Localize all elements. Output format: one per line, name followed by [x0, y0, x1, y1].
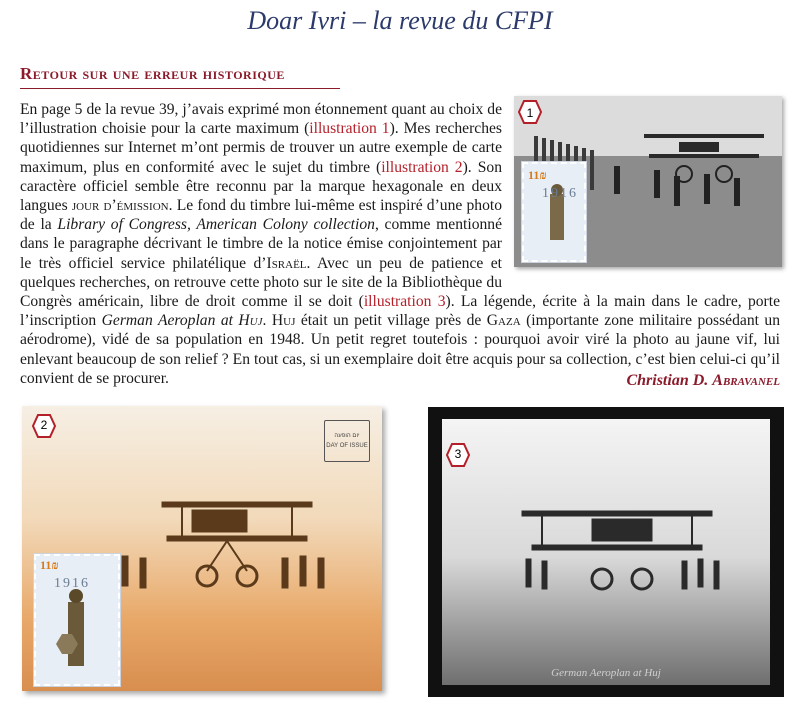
day-of-issue-english: DAY OF ISSUE [326, 443, 368, 449]
article-text: . [262, 312, 272, 330]
illustration-1 [514, 96, 782, 267]
stamp-value: 11₪ [528, 168, 547, 182]
illustration-2-stamp [34, 554, 120, 686]
article-text: ). Son caractère officiel semble être reconnu par la marque hexagonale en deux langues [20, 158, 502, 215]
article-text-smallcaps: Huj [271, 312, 296, 330]
illustration-2 [22, 406, 382, 691]
day-of-issue-hebrew: יום הופעה [334, 433, 360, 439]
article-text: . Le fond du timbre lui-même est inspiré d’une photo de la [20, 197, 502, 234]
author-last-name: Abravanel [712, 372, 780, 389]
illustration-3-photo [442, 419, 770, 685]
illustration-reference: illustration 3 [363, 293, 446, 311]
stamp-value: 11₪ [40, 558, 59, 572]
figure-number: 2 [40, 418, 48, 432]
author-signature [626, 372, 780, 390]
article-text-italic: German Aeroplan at [101, 312, 239, 330]
stamp-year: 1916 [54, 576, 90, 591]
article-text: . Avec un peu de patience et quelques recherches, on retrouve cette photo sur le site de la Bibliothèque du Congrès américain, libre de droit comme il se doit ( [20, 254, 502, 311]
illustration-3-caption: German Aeroplan at Huj [551, 667, 661, 679]
section-title-rule [20, 88, 340, 89]
section-title-text: Retour sur une erreur historique [20, 64, 285, 83]
article-text: (importante zone militaire possédant un aérodrome), vidé de sa population en 1948. Un petit regret toutefois : pourquoi avoir viré la photo au jaune vif, lui enlevant beaucoup de son relief ? En tout cas, si un exemplaire doit être acquis pour sa collection, c’est bien celui-ci qu’il convient de se procurer. [20, 312, 780, 387]
article-text-italic: Library of Congress, American Colony collection [57, 216, 375, 234]
illustration-3 [428, 407, 784, 697]
illustration-1-stamp [522, 162, 586, 262]
illustration-reference: illustration 2 [381, 158, 463, 176]
article-text: , comme mentionné dans le paragraphe décrivant le timbre de la notice émise conjointement par le très officiel service philatélique d’ [20, 216, 503, 272]
article-text: En page 5 de la revue 39, j’avais exprimé mon étonnement quant au choix de l’illustration choisie pour la carte maximum ( [20, 101, 502, 138]
figure-number-badge [518, 100, 542, 124]
article-body [20, 100, 780, 388]
article-text: était un petit village près de [295, 312, 487, 330]
article-text-smallcaps: Gaza [486, 312, 521, 330]
section-title [20, 64, 285, 84]
figure-number-badge [32, 414, 56, 438]
illustration-reference: illustration 1 [309, 120, 390, 138]
stamp-year: 1916 [542, 186, 578, 201]
article-text-smallcaps: Israël [266, 254, 307, 272]
author-first-name: Christian D. [626, 372, 713, 389]
article-text: ). La légende, écrite à la main dans le cadre, porte l’inscription [20, 293, 780, 330]
page-header: Doar Ivri – la revue du CFPI [247, 6, 553, 35]
figure-number-badge [446, 443, 470, 467]
illustration-3-aeroplane [442, 419, 770, 685]
figure-number: 3 [454, 447, 462, 461]
article-text-italic: Huj [238, 312, 263, 330]
figure-number: 1 [526, 106, 534, 120]
article-text-smallcaps: jour d’émission [71, 197, 169, 215]
day-of-issue-mark [324, 420, 370, 462]
article-text: ). Mes recherches quotidiennes sur Internet m’ont permis de trouver un autre exemple de carte maximum, plus en conformité avec le sujet du timbre ( [20, 120, 502, 176]
